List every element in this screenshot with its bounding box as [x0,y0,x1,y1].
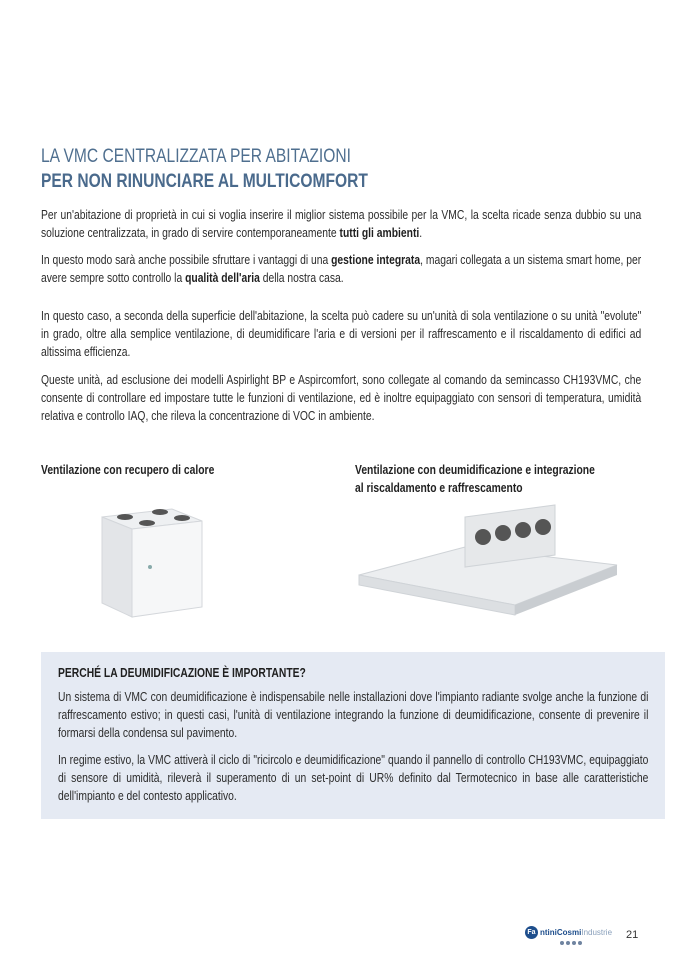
paragraph-4: Queste unità, ad esclusione dei modelli Aspirlight BP e Aspircomfort, sono collegate al comando da semincasso CH193VMC, che consente di controllare ed impostare tutte le funzioni di ventilazione, ed è inoltre equipaggiato con sensori di temperatura, umidità relativa e controllo IAQ, che rileva la concentrazione di VOC in ambiente. [41,373,642,423]
product-caption-2-line1: Ventilazione con deumidificazione e integrazione [355,463,595,477]
bold-text: qualità dell'aria [185,271,260,285]
paragraph-2 [41,251,641,287]
heat-recovery-unit-image [40,495,250,630]
dehumidification-unit-image [355,495,625,625]
logo-text: ntiniCosmiIndustrie [540,928,613,937]
logo-dots-icon [560,941,582,945]
bold-text: gestione integrata [331,253,421,267]
logo-mark-icon: Fa [525,926,538,939]
text: Per un'abitazione di proprietà in cui si voglia inserire il miglior sistema possibile per la VMC, la scelta ricade senza dubbio su una soluzione centralizzata, in grado di servire contemporaneamente [41,208,642,240]
bold-text: tutti gli ambienti [339,226,420,240]
page-title-line2: PER NON RINUNCIARE AL MULTICOMFORT [41,171,368,192]
text: . [419,226,423,240]
product-caption-1: Ventilazione con recupero di calore [41,463,215,477]
product-caption-2-line2: al riscaldamento e raffrescamento [355,481,523,495]
text: della nostra casa. [259,271,344,285]
info-box-paragraph-2: In regime estivo, la VMC attiverà il ciclo di "ricircolo e deumidificazione" quando il pannello di controllo CH193VMC, equipaggiato di sensore di umidità, rileverà il superamento di un set-point di UR% definito dal Termotecnico in base alle caratteristiche dell'impianto e del contesto applicativo. [58,753,649,803]
info-box-title: PERCHÉ LA DEUMIDIFICAZIONE È IMPORTANTE? [58,666,306,680]
text: , magari collegata a un sistema smart home, per avere sempre sotto controllo la [41,253,642,285]
brand-logo [525,926,612,939]
page-number: 21 [626,929,639,941]
paragraph-3: In questo caso, a seconda della superficie dell'abitazione, la scelta può cadere su un'unità di sola ventilazione o su unità "evolute" in grado, oltre alla semplice ventilazione, di deumidificare l'aria e di versioni per il raffrescamento e il riscaldamento di edifici ad altissima efficienza. [41,309,642,359]
text: In questo modo sarà anche possibile sfruttare i vantaggi di una [41,253,332,267]
info-box-paragraph-1: Un sistema di VMC con deumidificazione è indispensabile nelle installazioni dove l'impianto radiante svolge anche la funzione di raffrescamento estivo; in questi casi, l'unità di ventilazione integrando la funzione di deumidificazione, consente di prevenire il formarsi della condensa sul pavimento. [58,690,649,740]
paragraph-1 [41,206,641,242]
page-title-line1: LA VMC CENTRALIZZATA PER ABITAZIONI [41,146,351,167]
